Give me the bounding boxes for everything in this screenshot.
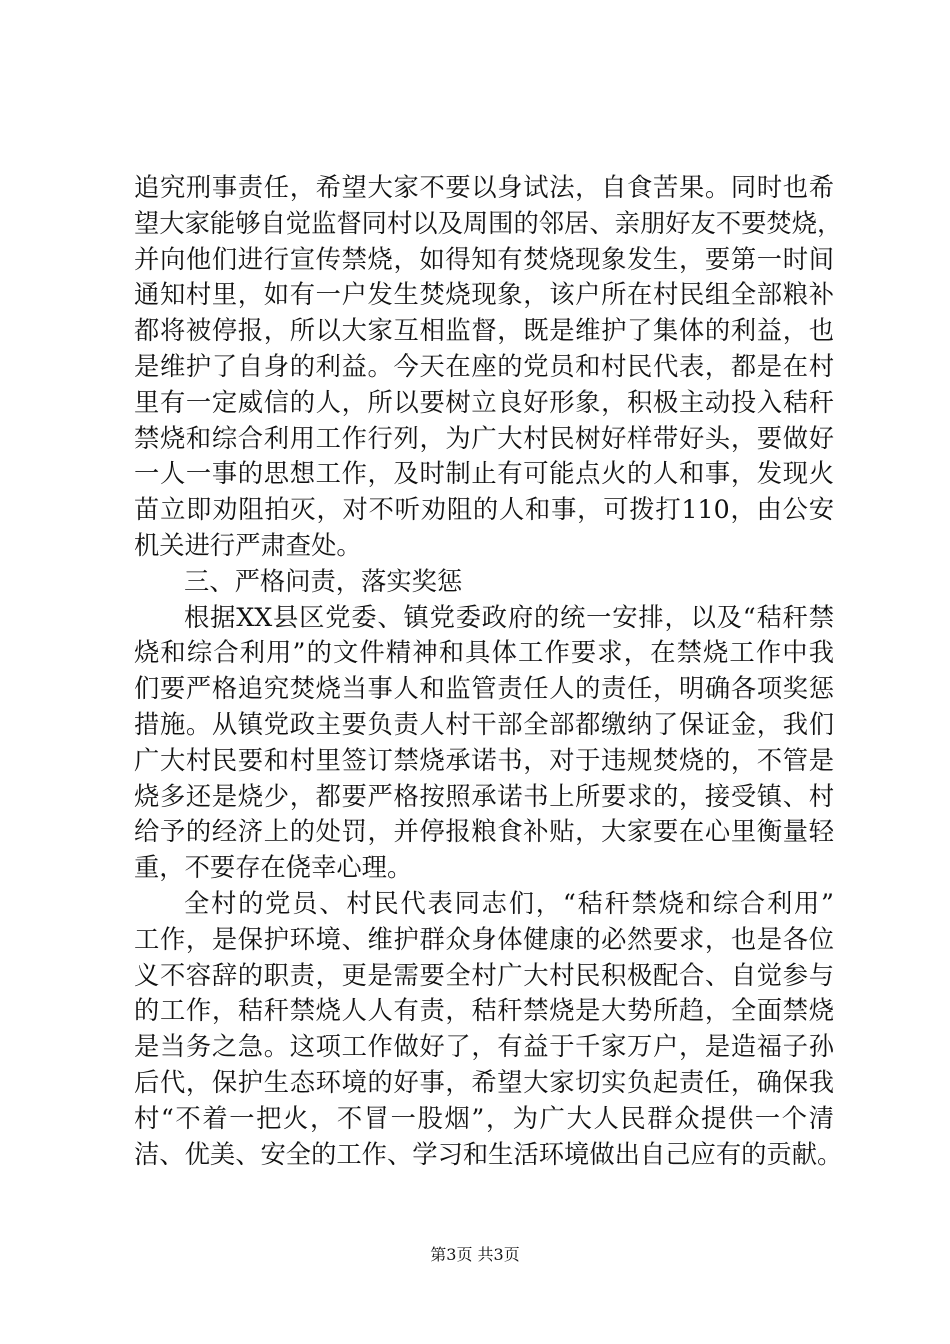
page-number-footer: 第3页 共3页 [430,1245,520,1264]
text-line: 通知村里，如有一户发生焚烧现象，该户所在村民组全部粮补 [134,280,834,310]
text-line: 都将被停报，所以大家互相监督，既是维护了集体的利益，也 [134,316,834,346]
text-line: 工作，是保护环境、维护群众身体健康的必然要求，也是各位 [134,924,834,954]
text-line: 重，不要存在侥幸心理。 [134,853,413,883]
text-line: 们要严格追究焚烧当事人和监管责任人的责任，明确各项奖惩 [134,674,834,704]
text-line: 机关进行严肃查处。 [134,530,362,560]
text-line: 烧多还是烧少，都要严格按照承诺书上所要求的，接受镇、村 [134,781,834,811]
text-line: 追究刑事责任，希望大家不要以身试法，自食苦果。同时也希 [134,173,834,202]
text-line: 苗立即劝阻拍灭，对不听劝阻的人和事，可拨打110，由公安 [134,495,834,525]
text-line: 给予的经济上的处罚，并停报粮食补贴，大家要在心里衡量轻 [134,817,834,847]
text-line: 洁、优美、安全的工作、学习和生活环境做出自己应有的贡献。 [134,1139,843,1169]
text-line: 广大村民要和村里签订禁烧承诺书，对于违规焚烧的，不管是 [134,745,834,775]
text-line: 根据XX县区党委、镇党委政府的统一安排，以及“秸秆禁 [184,602,834,632]
text-line: 全村的党员、村民代表同志们，“秸秆禁烧和综合利用” [184,888,834,918]
text-line: 的工作，秸秆禁烧人人有责，秸秆禁烧是大势所趋，全面禁烧 [134,996,834,1026]
text-line: 措施。从镇党政主要负责人村干部全部都缴纳了保证金，我们 [134,709,834,739]
text-line: 一人一事的思想工作，及时制止有可能点火的人和事，发现火 [134,459,834,489]
text-line: 是当务之急。这项工作做好了，有益于千家万户，是造福子孙 [134,1032,834,1062]
section-heading: 三、严格问责，落实奖惩 [184,566,463,596]
text-line: 是维护了自身的利益。今天在座的党员和村民代表，都是在村 [134,351,834,381]
text-line: 禁烧和综合利用工作行列，为广大村民树好样带好头，要做好 [134,423,834,453]
text-line: 烧和综合利用”的文件精神和具体工作要求，在禁烧工作中我 [134,638,834,668]
text-line: 义不容辞的职责，更是需要全村广大村民积极配合、自觉参与 [134,960,834,990]
document-body [134,170,843,1172]
text-line: 望大家能够自觉监督同村以及周围的邻居、亲朋好友不要焚烧， [134,208,843,238]
text-line: 后代，保护生态环境的好事，希望大家切实负起责任，确保我 [134,1067,834,1097]
text-line: 并向他们进行宣传禁烧，如得知有焚烧现象发生，要第一时间 [134,244,834,274]
text-line: 里有一定威信的人，所以要树立良好形象，积极主动投入秸秆 [134,387,834,417]
text-line: 村“不着一把火，不冒一股烟”，为广大人民群众提供一个清 [134,1103,834,1133]
